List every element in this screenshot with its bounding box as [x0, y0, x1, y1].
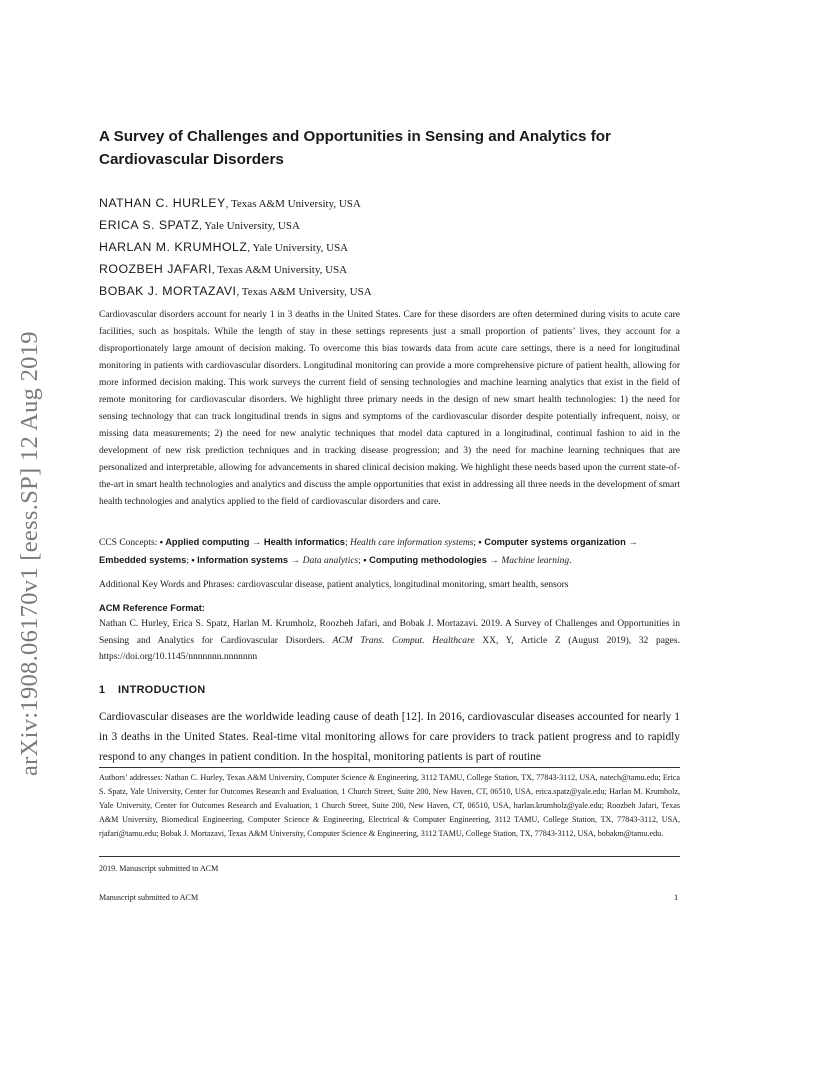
author-affiliation: , Texas A&M University, USA	[225, 198, 361, 210]
ccs-arrow: →	[486, 555, 502, 565]
author-entry	[99, 214, 699, 236]
author-name: HARLAN M. KRUMHOLZ	[99, 240, 248, 254]
author-list	[99, 192, 699, 302]
ccs-concepts	[99, 534, 680, 570]
ccs-term: • Information systems	[191, 555, 289, 565]
author-affiliation: , Yale University, USA	[247, 242, 349, 254]
ccs-arrow: →	[288, 555, 303, 565]
author-affiliation: , Texas A&M University, USA	[236, 286, 372, 298]
acm-reference-heading: ACM Reference Format:	[99, 603, 205, 613]
ccs-separator: ;	[344, 538, 350, 548]
ccs-label: CCS Concepts:	[99, 538, 160, 548]
section-heading	[99, 684, 206, 696]
page-number: 1	[674, 892, 679, 902]
section-number: 1	[99, 684, 106, 696]
ccs-term: • Applied computing	[159, 537, 250, 547]
ccs-term: Health care information systems	[349, 538, 474, 548]
author-entry	[99, 280, 699, 302]
acm-reference-details: XX, Y, Article Z (August 2019), 32 pages. https://doi.org/10.1145/nnnnnnn.nnnnnnn	[99, 635, 680, 662]
keywords: Additional Key Words and Phrases: cardiovascular disease, patient analytics, longitudinal monitoring, smart health, sensors	[99, 580, 569, 590]
ccs-term: Embedded systems	[99, 555, 187, 565]
abstract: Cardiovascular disorders account for nearly 1 in 3 deaths in the United States. Care for these disorders are often determined during visits to acute care facilities, such as hospitals. While the length of stay in these settings represents just a small proportion of patients’ lives, they account for a disproportionately large amount of decision making. To overcome this bias towards data from acute care settings, there is a need for longitudinal monitoring in patients with cardiovascular disorders. Longitudinal monitoring can provide a more comprehensive picture of patient health, allowing for more informed decision making. This work surveys the current field of sensing technologies and machine learning analytics that exist in the field of remote monitoring for cardiovascular disorders. We highlight three primary needs in the design of new smart health technologies: 1) the need for sensing technology that can track longitudinal trends in signs and symptoms of the cardiovascular disorder despite potentially infrequent, noisy, or missing data measurements; 2) the need for new analytic techniques that model data captured in a longitudinal, continual fashion to aid in the development of new risk prediction techniques and in tracking disease progression; and 3) the need for machine learning techniques that are personalized and interpretable, allowing for advancements in shared clinical decision making. We highlight these needs based upon the current state-of-the-art in smart health technologies and analytics and discuss the ample opportunities that exist in addressing all three needs in the development of smart health technologies and analytics applied to the field of cardiovascular disorders and care.	[99, 310, 680, 507]
author-name: ROOZBEH JAFARI	[99, 262, 212, 276]
ccs-term: • Computer systems organization	[478, 537, 626, 547]
footnote-divider-bottom	[99, 856, 680, 857]
section-title: INTRODUCTION	[118, 684, 206, 696]
ccs-separator: .	[569, 556, 572, 566]
paper-title: A Survey of Challenges and Opportunities in Sensing and Analytics for Cardiovascular Disorders	[99, 128, 611, 168]
ccs-separator: ;	[186, 556, 192, 566]
ccs-separator: ;	[473, 538, 479, 548]
intro-paragraph: Cardiovascular diseases are the worldwide leading cause of death [12]. In 2016, cardiovascular diseases accounted for nearly 1 in 3 deaths in the United States. Real-time vital monitoring allows for care providers to track patient progress and to rapidly respond to any changes in patient condition. In the hospital, monitoring patients is part of routine	[99, 711, 680, 763]
author-entry	[99, 236, 699, 258]
author-name: NATHAN C. HURLEY	[99, 196, 226, 210]
author-entry	[99, 192, 699, 214]
page-footer: Manuscript submitted to ACM	[99, 893, 199, 902]
author-name: ERICA S. SPATZ	[99, 218, 200, 232]
acm-reference-citation: Nathan C. Hurley, Erica S. Spatz, Harlan M. Krumholz, Roozbeh Jafari, and Bobak J. Mortazavi. 2019. A Survey of Challenges and Opportunities in Sensing and Analytics for Cardiovascular Disorders.	[99, 619, 680, 646]
author-affiliation: , Yale University, USA	[199, 220, 300, 232]
ccs-term: Machine learning	[501, 556, 570, 566]
ccs-term: Health informatics	[263, 537, 345, 547]
ccs-arrow: →	[625, 537, 638, 547]
manuscript-note: 2019. Manuscript submitted to ACM	[99, 864, 219, 873]
ccs-term: Data analytics	[302, 556, 359, 566]
author-affiliation: , Texas A&M University, USA	[211, 264, 348, 276]
acm-reference-journal: ACM Trans. Comput. Healthcare	[332, 635, 475, 646]
footnote-divider	[99, 767, 680, 768]
author-entry	[99, 258, 699, 280]
acm-reference-text	[99, 616, 680, 666]
author-name: BOBAK J. MORTAZAVI	[99, 284, 237, 298]
acm-reference	[99, 601, 680, 666]
arxiv-identifier: arXiv:1908.06170v1 [eess.SP] 12 Aug 2019	[16, 331, 43, 776]
ccs-term: • Computing methodologies	[363, 555, 487, 565]
authors-addresses-footnote: Authors’ addresses: Nathan C. Hurley, Texas A&M University, Computer Science & Engineering, 3112 TAMU, College Station, TX, 77843-3112, USA, natech@tamu.edu; Erica S. Spatz, Yale University, Center for Outcomes Research and Evaluation, 1 Church Street, Suite 200, New Haven, CT, 06510, USA, erica.spatz@yale.edu; Harlan M. Krumholz, Yale University, Center for Outcomes Research and Evaluation, 1 Church Street, Suite 200, New Haven, CT, 06510, USA, harlan.krumholz@yale.edu; Roozbeh Jafari, Texas A&M University, Biomedical Engineering, Computer Science & Engineering, Electrical & Computer Engineering, 3112 TAMU, College Station, TX, 77843-3112, USA, rjafari@tamu.edu; Bobak J. Mortazavi, Texas A&M University, Computer Science & Engineering, 3112 TAMU, College Station, TX, 77843-3112, USA, bobakm@tamu.edu.	[99, 773, 680, 838]
ccs-separator: ;	[358, 556, 364, 566]
ccs-arrow: →	[249, 537, 264, 547]
